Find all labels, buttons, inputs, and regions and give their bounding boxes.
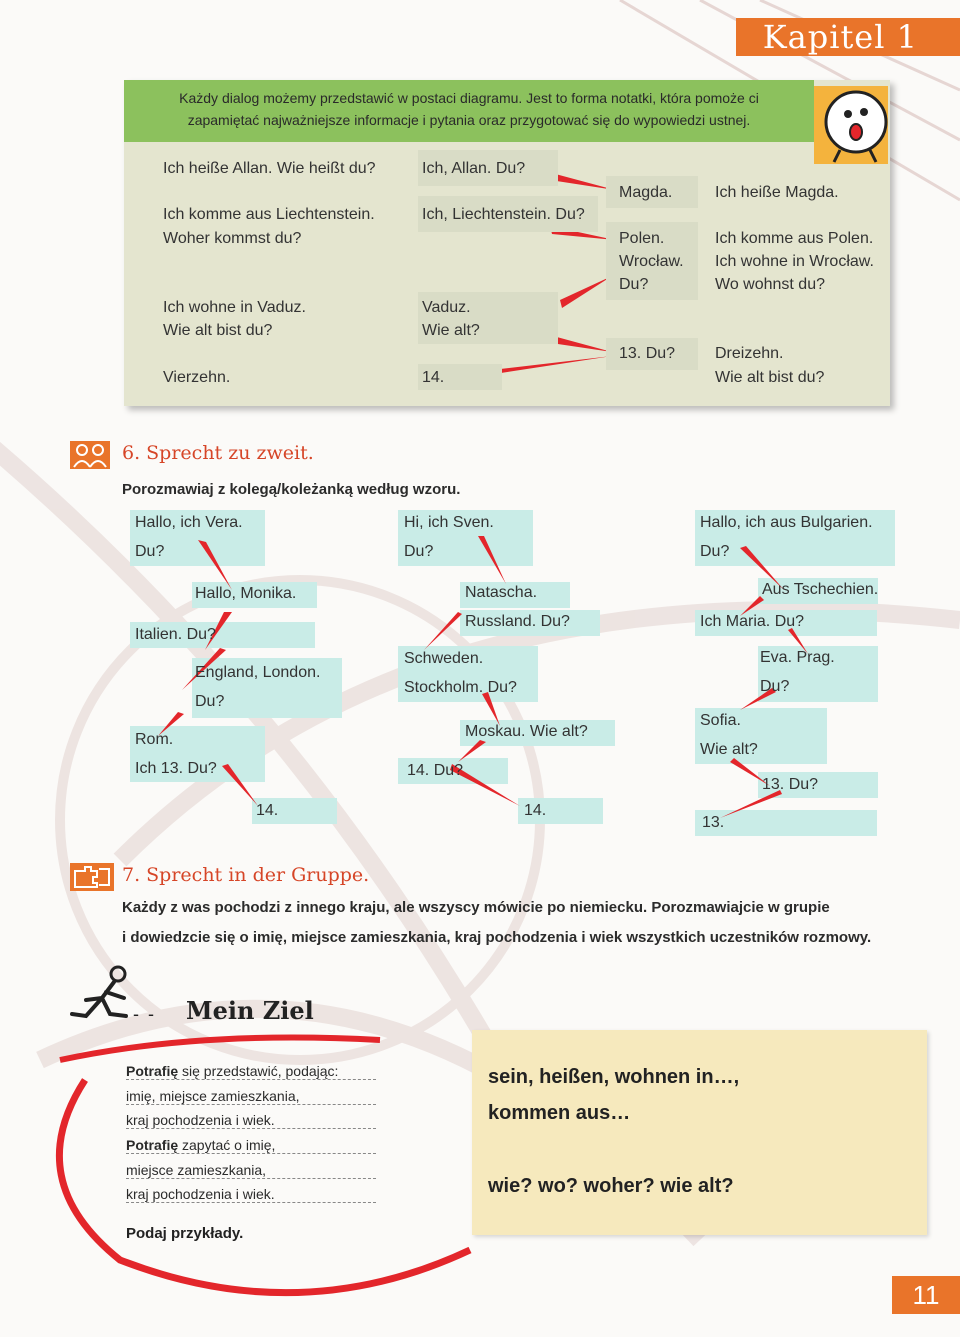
- diagram-col3-line-2: Polen.: [619, 230, 665, 247]
- ex6-a-4: Italien. Du?: [135, 626, 216, 643]
- diagram-col1-line-6: Vierzehn.: [163, 369, 231, 386]
- diagram-col3-line-3: Wrocław.: [619, 253, 684, 270]
- goal-line-4: [126, 1137, 376, 1154]
- goal-line-1-bold: Potrafię: [126, 1063, 179, 1079]
- ex6-b-5: Schweden.: [404, 650, 484, 667]
- diagram-col4-line-5: Dreizehn.: [715, 345, 784, 362]
- exercise-6-title: 6. Sprecht zu zweit.: [122, 442, 314, 464]
- diagram-col3-line-1: Magda.: [619, 184, 673, 201]
- ex6-c-10: 13.: [702, 814, 725, 831]
- ex6-c-3: Aus Tschechien.: [762, 581, 879, 598]
- diagram-col3-line-4: Du?: [619, 276, 649, 293]
- goal-line-1: [126, 1063, 376, 1080]
- goal-line-4-text: zapytać o imię,: [178, 1137, 276, 1153]
- goal-line-2: imię, miejsce zamieszkania,: [126, 1088, 376, 1105]
- goal-line-4-bold: Potrafię: [126, 1137, 179, 1153]
- ex6-a-9: 14.: [256, 802, 279, 819]
- goal-line-5: miejsce zamieszkania,: [126, 1162, 376, 1179]
- ex6-a-3: Hallo, Monika.: [195, 585, 297, 602]
- ex6-a-1: Hallo, ich Vera.: [135, 514, 243, 531]
- intro-line-1: Każdy dialog możemy przedstawić w postaci diagramu. Jest to forma notatki, która pomoże ci: [179, 90, 759, 106]
- ex6-c-2: Du?: [700, 543, 730, 560]
- ex6-b-3: Natascha.: [465, 584, 538, 601]
- diagram-col4-line-4: Wo wohnst du?: [715, 276, 825, 293]
- diagram-col4-line-2: Ich komme aus Polen.: [715, 230, 874, 247]
- ex6-c-1: Hallo, ich aus Bulgarien.: [700, 514, 873, 531]
- ex6-c-9: 13. Du?: [762, 776, 819, 793]
- diagram-col4-line-6: Wie alt bist du?: [715, 369, 825, 386]
- exercise-7-line-1: Każdy z was pochodzi z innego kraju, ale wszyscy mówicie po niemiecku. Porozmawiajcie w grupie: [122, 899, 830, 916]
- page-number: 11: [892, 1276, 960, 1314]
- exercise-6-instruction: Porozmawiaj z kolegą/koleżanką według wzoru.: [122, 481, 461, 498]
- diagram-col2-line-3: Vaduz.: [422, 299, 471, 316]
- ex6-c-5: Eva. Prag.: [760, 649, 835, 666]
- goal-vocabulary-box: [472, 1030, 927, 1235]
- group-work-icon: [70, 863, 114, 891]
- goal-box-line-2: kommen aus…: [488, 1102, 631, 1124]
- ex6-a-5: England, London.: [195, 664, 321, 681]
- exercise-7-line-2: i dowiedzcie się o imię, miejsce zamieszkania, kraj pochodzenia i wiek wszystkich uczestników rozmowy.: [122, 929, 872, 946]
- goal-line-6: kraj pochodzenia i wiek.: [126, 1186, 376, 1203]
- diagram-col2-line-1: Ich, Allan. Du?: [422, 160, 526, 177]
- goal-examples-prompt: Podaj przykłady.: [126, 1225, 244, 1242]
- ex6-b-7: Moskau. Wie alt?: [465, 723, 588, 740]
- diagram-col1-line-3: Woher kommst du?: [163, 230, 302, 247]
- chapter-tag: Kapitel 1: [736, 18, 960, 56]
- ex6-a-2: Du?: [135, 543, 165, 560]
- intro-line-2: zapamiętać najważniejsze informacje i pytania oraz przygotować się do wypowiedzi ustnej.: [187, 112, 751, 128]
- pair-work-icon: [70, 441, 110, 469]
- ex6-b-6: Stockholm. Du?: [404, 679, 517, 696]
- ex6-a-7: Rom.: [135, 731, 174, 748]
- ex6-b-1: Hi, ich Sven.: [404, 514, 494, 531]
- diagram-col4-line-1: Ich heiße Magda.: [715, 184, 839, 201]
- goal-line-3: kraj pochodzenia i wiek.: [126, 1112, 376, 1129]
- diagram-col1-line-5: Wie alt bist du?: [163, 322, 273, 339]
- goal-title: Mein Ziel: [186, 996, 314, 1025]
- diagram-col1-line-2: Ich komme aus Liechtenstein.: [163, 206, 375, 223]
- ex6-b-2: Du?: [404, 543, 434, 560]
- ex6-b-8: 14. Du?: [407, 762, 464, 779]
- diagram-col4-line-3: Ich wohne in Wrocław.: [715, 253, 874, 270]
- goal-dashes: - - -: [118, 1004, 156, 1024]
- diagram-col1-line-1: Ich heiße Allan. Wie heißt du?: [163, 160, 376, 177]
- ex6-a-6: Du?: [195, 693, 225, 710]
- ex6-b-4: Russland. Du?: [465, 613, 570, 630]
- exercise-7-title: 7. Sprecht in der Gruppe.: [122, 864, 370, 886]
- ex6-c-7: Sofia.: [700, 712, 741, 729]
- ex6-a-8: Ich 13. Du?: [135, 760, 217, 777]
- goal-box-line-3: wie? wo? woher? wie alt?: [488, 1175, 734, 1197]
- goal-line-1-text: się przedstawić, podając:: [178, 1063, 339, 1079]
- diagram-col1-line-4: Ich wohne in Vaduz.: [163, 299, 306, 316]
- goal-box-line-1: sein, heißen, wohnen in…,: [488, 1066, 740, 1088]
- diagram-col2-line-4: Wie alt?: [422, 322, 480, 339]
- ex6-c-4: Ich Maria. Du?: [700, 613, 805, 630]
- diagram-col2-line-2: Ich, Liechtenstein. Du?: [422, 206, 585, 223]
- diagram-col3-line-5: 13. Du?: [619, 345, 676, 362]
- mascot-icon: [812, 78, 890, 168]
- ex6-c-6: Du?: [760, 678, 790, 695]
- diagram-col2-line-5: 14.: [422, 369, 445, 386]
- ex6-c-8: Wie alt?: [700, 741, 758, 758]
- ex6-b-9: 14.: [524, 802, 547, 819]
